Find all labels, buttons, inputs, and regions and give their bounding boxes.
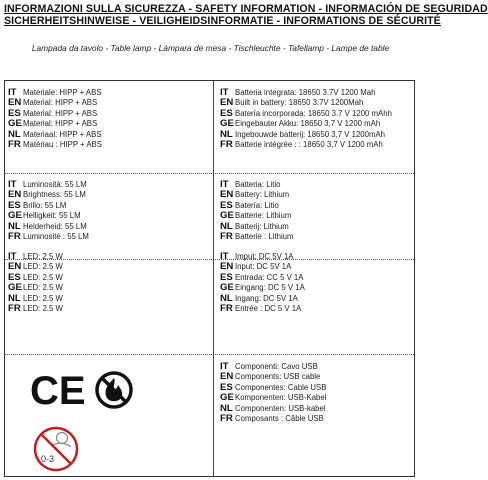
spec-text: Materiaal: HIPP + ABS <box>23 129 102 139</box>
spec-text: Material: HIPP + ABS <box>23 108 98 118</box>
language-code: FR <box>220 138 233 150</box>
input-row-ge <box>220 282 412 292</box>
input-row-es <box>220 272 412 282</box>
language-code: NL <box>220 128 233 140</box>
spec-text: Komponenten: USB-Kabel <box>235 393 327 403</box>
language-code: EN <box>8 189 22 201</box>
language-code: ES <box>8 107 21 119</box>
spec-text: Built in battery: 18650 3.7V 1200Mah <box>235 98 364 108</box>
language-code: GE <box>220 282 234 294</box>
language-code: IT <box>220 251 229 262</box>
spec-text: Brillo: 55 LM <box>23 200 67 210</box>
language-code: IT <box>220 361 229 372</box>
spec-text: Entrée : DC 5 V 1A <box>235 303 302 313</box>
spec-text: Ingebouwde batterij: 18650 3,7 V 1200mAh <box>235 129 385 139</box>
spec-text: LED: 2.5 W <box>23 303 63 313</box>
icons-svg <box>5 354 213 478</box>
battery-type-cell <box>220 179 412 241</box>
spec-text: Batería incorporada: 18650 3.7 V 1200 mAhh <box>235 108 392 118</box>
spec-text: Batería: Litio <box>235 200 279 210</box>
spec-text: Material: HIPP + ABS <box>23 98 98 108</box>
not-for-children-0-3-icon <box>35 428 77 470</box>
spec-text: Eingebauter Akku: 18650 3,7 V 1200 mAh <box>235 119 381 129</box>
components-row-nl <box>220 403 412 413</box>
spec-text: Input: DC 5V 1A <box>235 262 292 272</box>
battery-capacity-row-it <box>220 87 412 97</box>
language-code: ES <box>220 271 233 283</box>
language-code: EN <box>8 261 22 273</box>
spec-text: Luminosité : 55 LM <box>23 231 89 241</box>
spec-text: Helligkeit: 55 LM <box>23 211 81 221</box>
input-row-en <box>220 261 412 271</box>
age-warning-label: 0-3 <box>41 454 55 464</box>
spec-text: Batteria integrata: 18650 3.7V 1200 Mah <box>235 88 376 97</box>
battery-type-row-ge <box>220 210 412 220</box>
spec-text: Composants : Câble USB <box>235 413 324 423</box>
spec-text: Batterie intégrée : : 18650 3,7 V 1200 mAh <box>235 139 383 149</box>
product-subtitle: Lampada da tavolo - Table lamp - Lámpara de mesa - Tischleuchte - Tafellamp - Lampe de table <box>31 43 390 53</box>
spec-text: Batteria: Litio <box>235 180 281 189</box>
components-row-en <box>220 371 412 381</box>
components-row-es <box>220 382 412 392</box>
language-code: NL <box>220 402 233 414</box>
battery-capacity-row-nl <box>220 129 412 139</box>
language-code: NL <box>8 220 21 232</box>
spec-text: Material: HIPP + ABS <box>23 119 98 129</box>
spec-text: LED: 2.5 W <box>23 293 63 303</box>
language-code: GE <box>8 282 22 294</box>
safety-header <box>4 3 488 27</box>
battery-capacity-row-ge <box>220 118 412 128</box>
language-code: FR <box>220 230 233 242</box>
language-code: GE <box>8 210 22 222</box>
language-code: ES <box>220 107 233 119</box>
battery-type-row-es <box>220 200 412 210</box>
language-code: IT <box>220 87 229 98</box>
language-code: ES <box>8 271 21 283</box>
column-divider <box>213 81 214 476</box>
spec-text: Componentes: Cable USB <box>235 382 327 392</box>
components-row-it <box>220 361 412 371</box>
spec-text: Materiale: HIPP + ABS <box>23 88 102 97</box>
battery-capacity-row-es <box>220 108 412 118</box>
spec-text: Imput: DC 5V 1A <box>235 252 294 261</box>
certification-icons <box>5 81 213 476</box>
language-code: EN <box>220 261 234 273</box>
header-line-1: INFORMAZIONI SULLA SICUREZZA - SAFETY INFORMATION - INFORMACIÓN DE SEGURIDAD <box>4 3 488 15</box>
language-code: FR <box>8 138 21 150</box>
spec-text: LED: 2.5 W <box>23 252 63 261</box>
language-code: EN <box>220 189 234 201</box>
child-face-icon <box>57 433 68 444</box>
spec-text: Brightness: 55 LM <box>23 190 86 200</box>
language-code: GE <box>220 392 234 404</box>
language-code: GE <box>220 118 234 130</box>
specs-table <box>4 80 415 477</box>
spec-text: Batterie : Lithium <box>235 231 294 241</box>
input-row-nl <box>220 293 412 303</box>
no-fire-icon <box>97 373 131 407</box>
spec-text: Batterij: Lithium <box>235 221 289 231</box>
spec-text: Componenten: USB-kabel <box>235 403 326 413</box>
spec-text: Ingang: DC 5V 1A <box>235 293 298 303</box>
language-code: NL <box>220 292 233 304</box>
battery-capacity-row-fr <box>220 139 412 149</box>
language-code: FR <box>220 302 233 314</box>
language-code: GE <box>220 210 234 222</box>
language-code: ES <box>220 199 233 211</box>
language-code: ES <box>8 199 21 211</box>
spec-text: Helderheid: 55 LM <box>23 221 87 231</box>
spec-text: LED: 2.5 W <box>23 283 63 293</box>
battery-type-row-it <box>220 179 412 189</box>
spec-text: Eingang: DC 5 V 1A <box>235 283 305 293</box>
battery-type-row-en <box>220 189 412 199</box>
language-code: NL <box>220 220 233 232</box>
input-cell <box>220 251 412 313</box>
language-code: NL <box>8 128 21 140</box>
language-code: FR <box>220 412 233 424</box>
spec-text: Matériau : HIPP + ABS <box>23 139 102 149</box>
battery-type-row-fr <box>220 231 412 241</box>
components-cell <box>220 361 412 423</box>
spec-text: Componenti: Cavo USB <box>235 362 318 371</box>
spec-text: LED: 2.5 W <box>23 272 63 282</box>
language-code: IT <box>8 179 17 190</box>
battery-type-row-nl <box>220 221 412 231</box>
input-row-fr <box>220 303 412 313</box>
language-code: ES <box>220 381 233 393</box>
ce-mark-icon <box>30 369 86 413</box>
battery-capacity-cell <box>220 87 412 149</box>
input-row-it <box>220 251 412 261</box>
language-code: EN <box>220 371 234 383</box>
spec-text: Battery: Lithium <box>235 190 290 200</box>
language-code: EN <box>8 97 22 109</box>
language-code: NL <box>8 292 21 304</box>
spec-text: Components: USB cable <box>235 372 321 382</box>
language-code: IT <box>8 87 17 98</box>
language-code: EN <box>220 97 234 109</box>
spec-text: Luminosità: 55 LM <box>23 180 87 189</box>
language-code: FR <box>8 302 21 314</box>
ce-mark-text: CE <box>30 369 86 413</box>
language-code: IT <box>220 179 229 190</box>
header-line-2: SICHERHEITSHINWEISE - VEILIGHEIDSINFORMATIE - INFORMATIONS DE SÉCURITÉ <box>4 15 441 27</box>
battery-capacity-row-en <box>220 97 412 107</box>
language-code: GE <box>8 118 22 130</box>
spec-text: Batterie: Lithium <box>235 211 292 221</box>
components-row-ge <box>220 392 412 402</box>
spec-text: LED: 2.5 W <box>23 262 63 272</box>
components-row-fr <box>220 413 412 423</box>
language-code: FR <box>8 230 21 242</box>
spec-text: Entrada: CC 5 V 1A <box>235 272 304 282</box>
language-code: IT <box>8 251 17 262</box>
